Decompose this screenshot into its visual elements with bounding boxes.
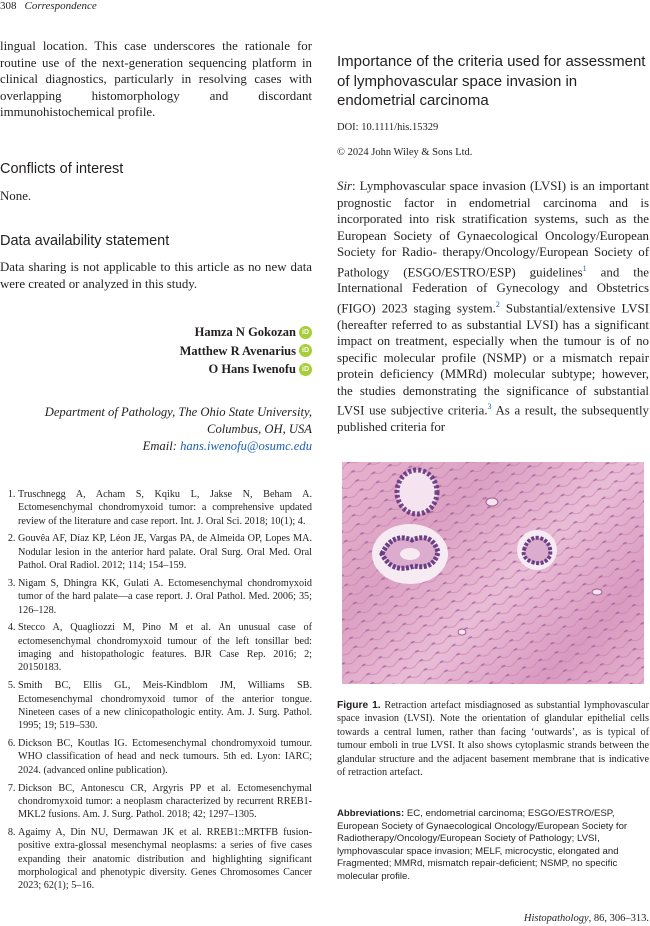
doi[interactable]: DOI: 10.1111/his.15329 [337,122,439,133]
abbreviations-text: EC, endometrial carcinoma; ESGO/ESTRO/ESP, European Society of Gynaecological Oncology/European Society for Radiotherapy/Oncology/European Society of Pathology; LVSI, lymphovascular space invasion; MELF, microcystic, elongated and Fragmented; MMRd, mismatch repair-deficient; NSMP, no specific molecular profile. [337,808,628,882]
conflicts-heading: Conflicts of interest [0,161,124,177]
author-name: Matthew R Avenarius [179,343,296,358]
reference-item: 2. Gouvêa AF, Díaz KP, Léon JE, Vargas PA, de Almeida OP, Lopes MA. Nodular lesion in the anterior hard palate. Oral Surg. Oral Med. Oral Pathol. Oral Radiol. 2012; 114; 154–159. [18,532,312,572]
figure-micrograph [342,462,644,684]
running-footer [524,913,649,924]
author-line [180,342,312,361]
affiliation-line: Columbus, OH, USA [207,422,312,436]
reference-item: 4. Stecco A, Quagliozzi M, Pino M et al. An unusual case of ectomesenchymal chondromyxoid tumour of the left tonsillar bed: imaging and histopathologic features. BJR Case Rep. 2016; 2; 20150183. [18,621,312,674]
page-number: 308 [0,0,17,12]
abbreviations [337,808,649,884]
orcid-icon[interactable]: iD [299,344,312,357]
intro-paragraph: lingual location. This case underscores the rationale for routine use of the next-generation sequencing platform in clinical diagnostics, particularly in resolving cases with overlapping histomorphology and discordant immunohistochemical profile. [0,39,312,119]
figure-label: Figure 1. [337,700,381,711]
author-line [180,360,312,379]
reference-item: 1. Truschnegg A, Acham S, Kqiku L, Jakse N, Beham A. Ectomesenchymal chondromyxoid tumor: a comprehensive updated review of the literature and case report. Int. J. Oral Sci. 2018; 10(1); 4. [18,488,312,528]
vessel [592,589,602,595]
journal-name: Histopathology [523,913,589,924]
affiliation [0,404,312,455]
citation-link[interactable]: 3 [487,402,492,412]
email-label: Email: [142,439,177,453]
author-name: Hamza N Gokozan [194,325,296,339]
letter-body [337,178,649,435]
running-head [0,0,97,12]
vessel [486,498,498,506]
reference-item: 6. Dickson BC, Koutlas IG. Ectomesenchymal chondromyxoid tumour. WHO classification of head and neck tumours. 5th ed. Lyon: IARC; 2024. (advanced online publication). [18,737,312,777]
data-availability-text: Data sharing is not applicable to this article as no new data were created or analyzed in this study. [0,260,312,291]
abbreviations-label: Abbreviations: [337,808,405,819]
citation-link[interactable]: 1 [582,263,587,273]
reference-list [0,488,312,897]
salutation: Sir [337,179,353,193]
citation-link[interactable]: 2 [495,299,500,309]
data-availability-heading: Data availability statement [0,233,170,249]
vessel [458,629,466,635]
conflicts-text: None. [0,189,32,203]
affiliation-line: Department of Pathology, The Ohio State University, [44,405,312,419]
author-name: O Hans Iwenofu [208,362,296,376]
email-link[interactable]: hans.iwenofu@osumc.edu [180,439,312,453]
author-list [180,323,312,379]
reference-item: 7. Dickson BC, Antonescu CR, Argyris PP et al. Ectomesenchymal chondromyxoid tumor: a neoplasm characterized by recurrent RREB1-MKL2 fusions. Am. J. Surg. Pathol. 2018; 42; 1297–1305. [18,782,312,822]
gland-lumen [400,548,420,560]
histology-image [342,462,644,684]
article-title: Importance of the criteria used for assessment of lymphovascular space invasion in endometrial carcinoma [337,53,646,109]
body-text: : Lymphovascular space invasion (LVSI) is an important prognostic factor in endometrial carcinoma and is incorporated into risk stratification systems, such as the European Society of Gynaecological Oncology/European Society for Radio- therapy/Oncology/European Society of Pathology (ESGO/ESTRO/ESP) guidelines [337,179,649,279]
caption-text: Retraction artefact misdiagnosed as substantial lymphovascular space invasion (LVSI). Note the orientation of glandular epithelial cells towards a central lumen, rather than facing ‘outwards’, as is typical of tumour emboli in true LVSI. It also shows cytoplasmic strands between the glandular structure and the adjacent basement membrane that is indicative of retraction artefact. [337,700,649,779]
reference-item: 5. Smith BC, Ellis GL, Meis-Kindblom JM, Williams SB. Ectomesenchymal chondromyxoid tumor of the anterior tongue. Nineteen cases of a new clinicopathologic entity. Am. J. Surg. Pathol. 1995; 19; 519–530. [18,679,312,732]
figure-caption [337,699,649,779]
gland-epithelium [524,538,551,563]
section-name: Correspondence [24,0,97,12]
copyright: © 2024 John Wiley & Sons Ltd. [337,147,473,158]
orcid-icon[interactable]: iD [299,326,312,339]
email-line [0,438,312,455]
body-text: Substantial/extensive LVSI (hereafter referred to as substantial LVSI) has a significant impact on treatment, especially when the tumour is of no specific molecular profile (NSMP) or a mismatch repair protein deficiency (MMRd) molecular subtype; however, the studies demonstrating the significance of substantial LVSI use subjective criteria. [337,301,649,418]
reference-item: 8. Agaimy A, Din NU, Dermawan JK et al. RREB1::MRTFB fusion-positive extra-glossal mesenchymal neoplasms: a series of five cases expanding their anatomic distribution and highlighting significant morphological and phenotypic diversity. Genes Chromosomes Cancer 2023; 62(1); 5–16. [18,826,312,892]
author-line [180,323,312,342]
body-text: and the International Federation of Gynecology and Obstetrics (FIGO) 2023 staging system. [337,264,649,316]
orcid-icon[interactable]: iD [299,363,312,376]
body-text: As a result, the subsequently published criteria for [337,403,649,434]
volume-pages: , 86, 306–313. [588,913,649,924]
reference-item: 3. Nigam S, Dhingra KK, Gulati A. Ectomesenchymal chondromyxoid tumor of the hard palate—a case report. J. Oral Pathol. Med. 2006; 35; 126–128. [18,577,312,617]
